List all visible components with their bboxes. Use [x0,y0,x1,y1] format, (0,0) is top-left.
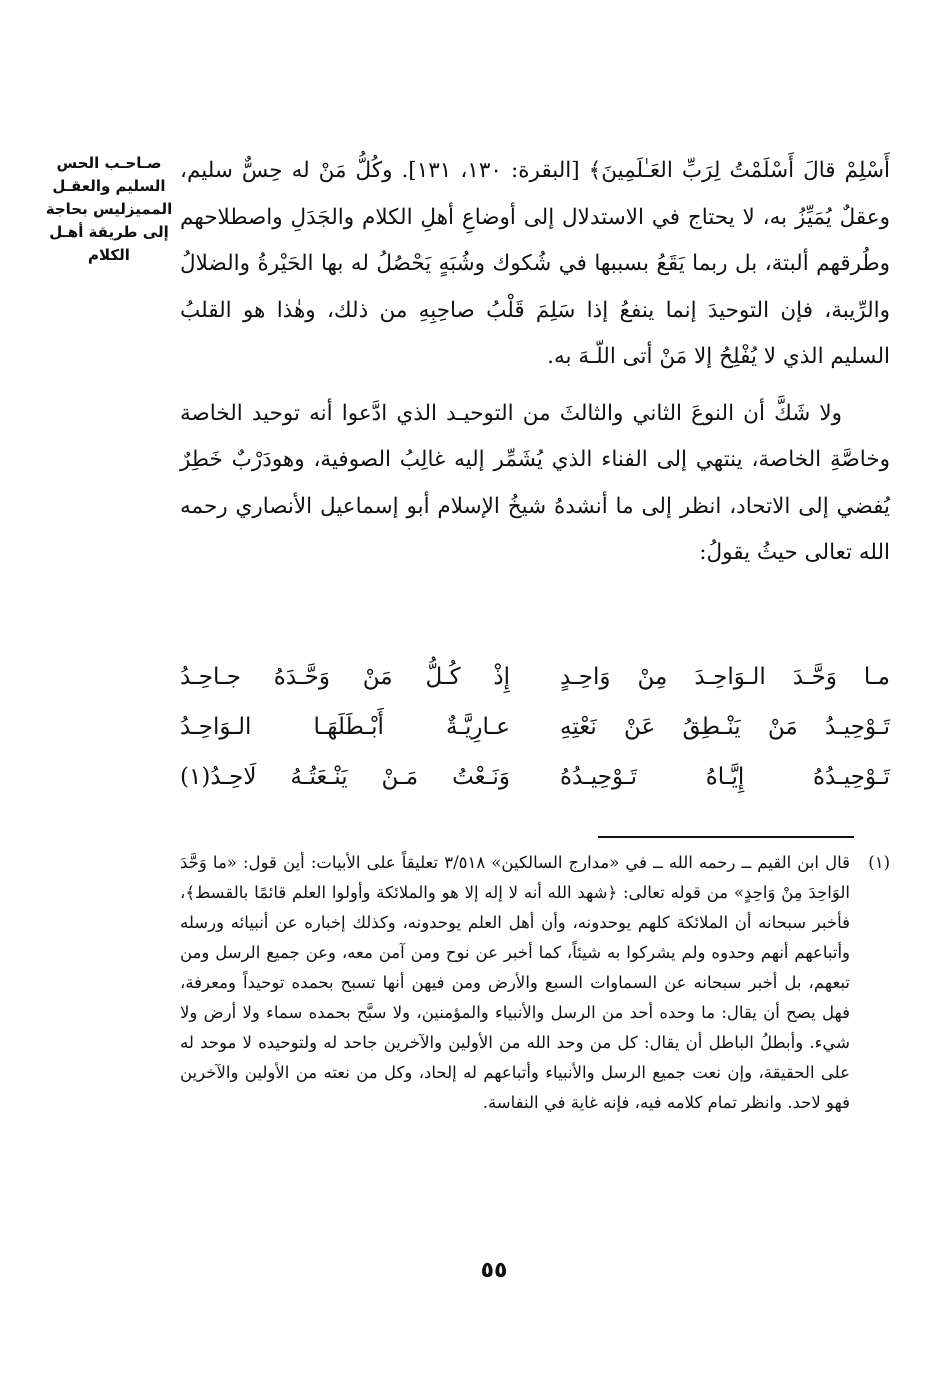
margin-note-line: صـاحـب الحس [56,154,162,172]
paragraph: ولا شَكَّ أن النوعَ الثاني والثالثَ من التوحيـد الذي ادَّعوا أنه توحيد الخاصة وخاصَّةِ الخاصة، ينتهي إلى الفناء الذي يُشَمِّر إليه غالِبُ الصوفية، وهودَرْبٌ خَطِرٌ يُفضي إلى الاتحاد، انظر إلى ما أنشدهُ شيخُ الإسلام أبو إسماعيل الأنصاري رحمه الله تعالى حيثُ يقولُ: [180,400,890,565]
verse-first-hemistich: مـا وَحَّـدَ الـوَاحِـدَ مِنْ وَاحِـدٍ [560,664,890,690]
footnote-number: (١) [868,853,890,872]
footnote-paragraph [180,848,890,1118]
margin-note-line: الكلام [88,246,130,264]
margin-note-line: السليم والعقـل [52,177,166,195]
poem-verse [180,752,890,802]
verse-first-hemistich: تَـوْحِيـدُهُ إِيَّـاهُ تَـوْحِيـدُهُ [560,764,890,790]
verse-second-hemistich: وَنَـعْتُ مَـنْ يَنْـعَتُـهُ لَاحِـدُ(١) [180,764,510,790]
margin-note-line: إلى طريقة أهـل [49,223,169,241]
paragraph: أَسْلِمْ قالَ أَسْلَمْتُ لِرَبِّ العَـٰلَمِينَ﴾ [البقرة: ١٣٠، ١٣١]. وكُلُّ مَنْ له حِسٌّ سليم، وعقلٌ يُمَيِّزُ به، لا يحتاج في الاستدلال إلى أوضاعِ أهلِ الكلام والجَدَلِ واصطلاحهم وطُرقهم ألبتة، بل ربما يَقَعُ بسببها في شُكوك وشُبَهٍ يَحْصُلُ له بها الحَيْرةُ والضلالُ والرِّيبة، فإن التوحيدَ إنما ينفعُ إذا سَلِمَ قَلْبُ صاحِبِهِ من ذلك، وهٰذا هو القلبُ السليم الذي لا يُفْلِحُ إلا مَنْ أتى اللّـهَ به. [180,158,890,369]
main-text [180,148,890,577]
verse-second-hemistich: عـارِيَّـةٌ أَبْـطَلَهَـا الـوَاحِـدُ [180,714,510,740]
poem [180,652,890,802]
page-number: ٥٥ [480,1258,508,1283]
margin-note-line: المميزليس بحاجة [45,200,173,218]
poem-verse [180,652,890,702]
footnote-separator [598,836,854,838]
footnote [180,848,890,1118]
poem-verse [180,702,890,752]
verse-second-hemistich: إِذْ كُـلُّ مَنْ وَحَّـدَهُ جـاحِـدُ [180,664,510,690]
verse-first-hemistich: تَـوْحِيـدُ مَنْ يَنْـطِقُ عَنْ نَعْتِهِ [560,714,890,740]
margin-note [44,152,174,267]
footnote-text: قال ابن القيم ــ رحمه الله ــ في «مدارج السالكين» ٣/٥١٨ تعليقاً على الأبيات: أين قول: «ما وَحَّدَ الوَاحِدَ مِنْ وَاحِدٍ» من قوله تعالى: ﴿شهد الله أنه لا إله إلا هو والملائكة وأولوا العلم قائمًا بالقسط﴾، فأخبر سبحانه أن الملائكة كلهم يوحدونه، وأن أهل العلم يوحدونه، وكذلك إخباره عن أنبيائه ورسله وأتباعهم أنهم وحدوه ولم يشركوا به شيئاً، كما أخبر عن نوح ومن آمن معه، وعن جميع الرسل ومن تبعهم، بل أخبر سبحانه عن السماوات السبع والأرض ومن فيهن أنها تسبح بحمده توحيداً ومعرفة، فهل يصح أن يقال: ما وحده أحد من الرسل والأنبياء والمؤمنين، ولا سبَّح بحمده سماء ولا أرض ولا شيء. وأبطلُ الباطل أن يقال: كل من وحد الله من الأولين والآخرين جاحد له ولتوحيده لا موحد له على الحقيقة، وإن نعت جميع الرسل والأنبياء وأتباعهم له إلحاد، وكل من نعته من الأولين والآخرين فهو لاحد. وانظر تمام كلامه فيه، فإنه غاية في النفاسة. [180,853,851,1112]
